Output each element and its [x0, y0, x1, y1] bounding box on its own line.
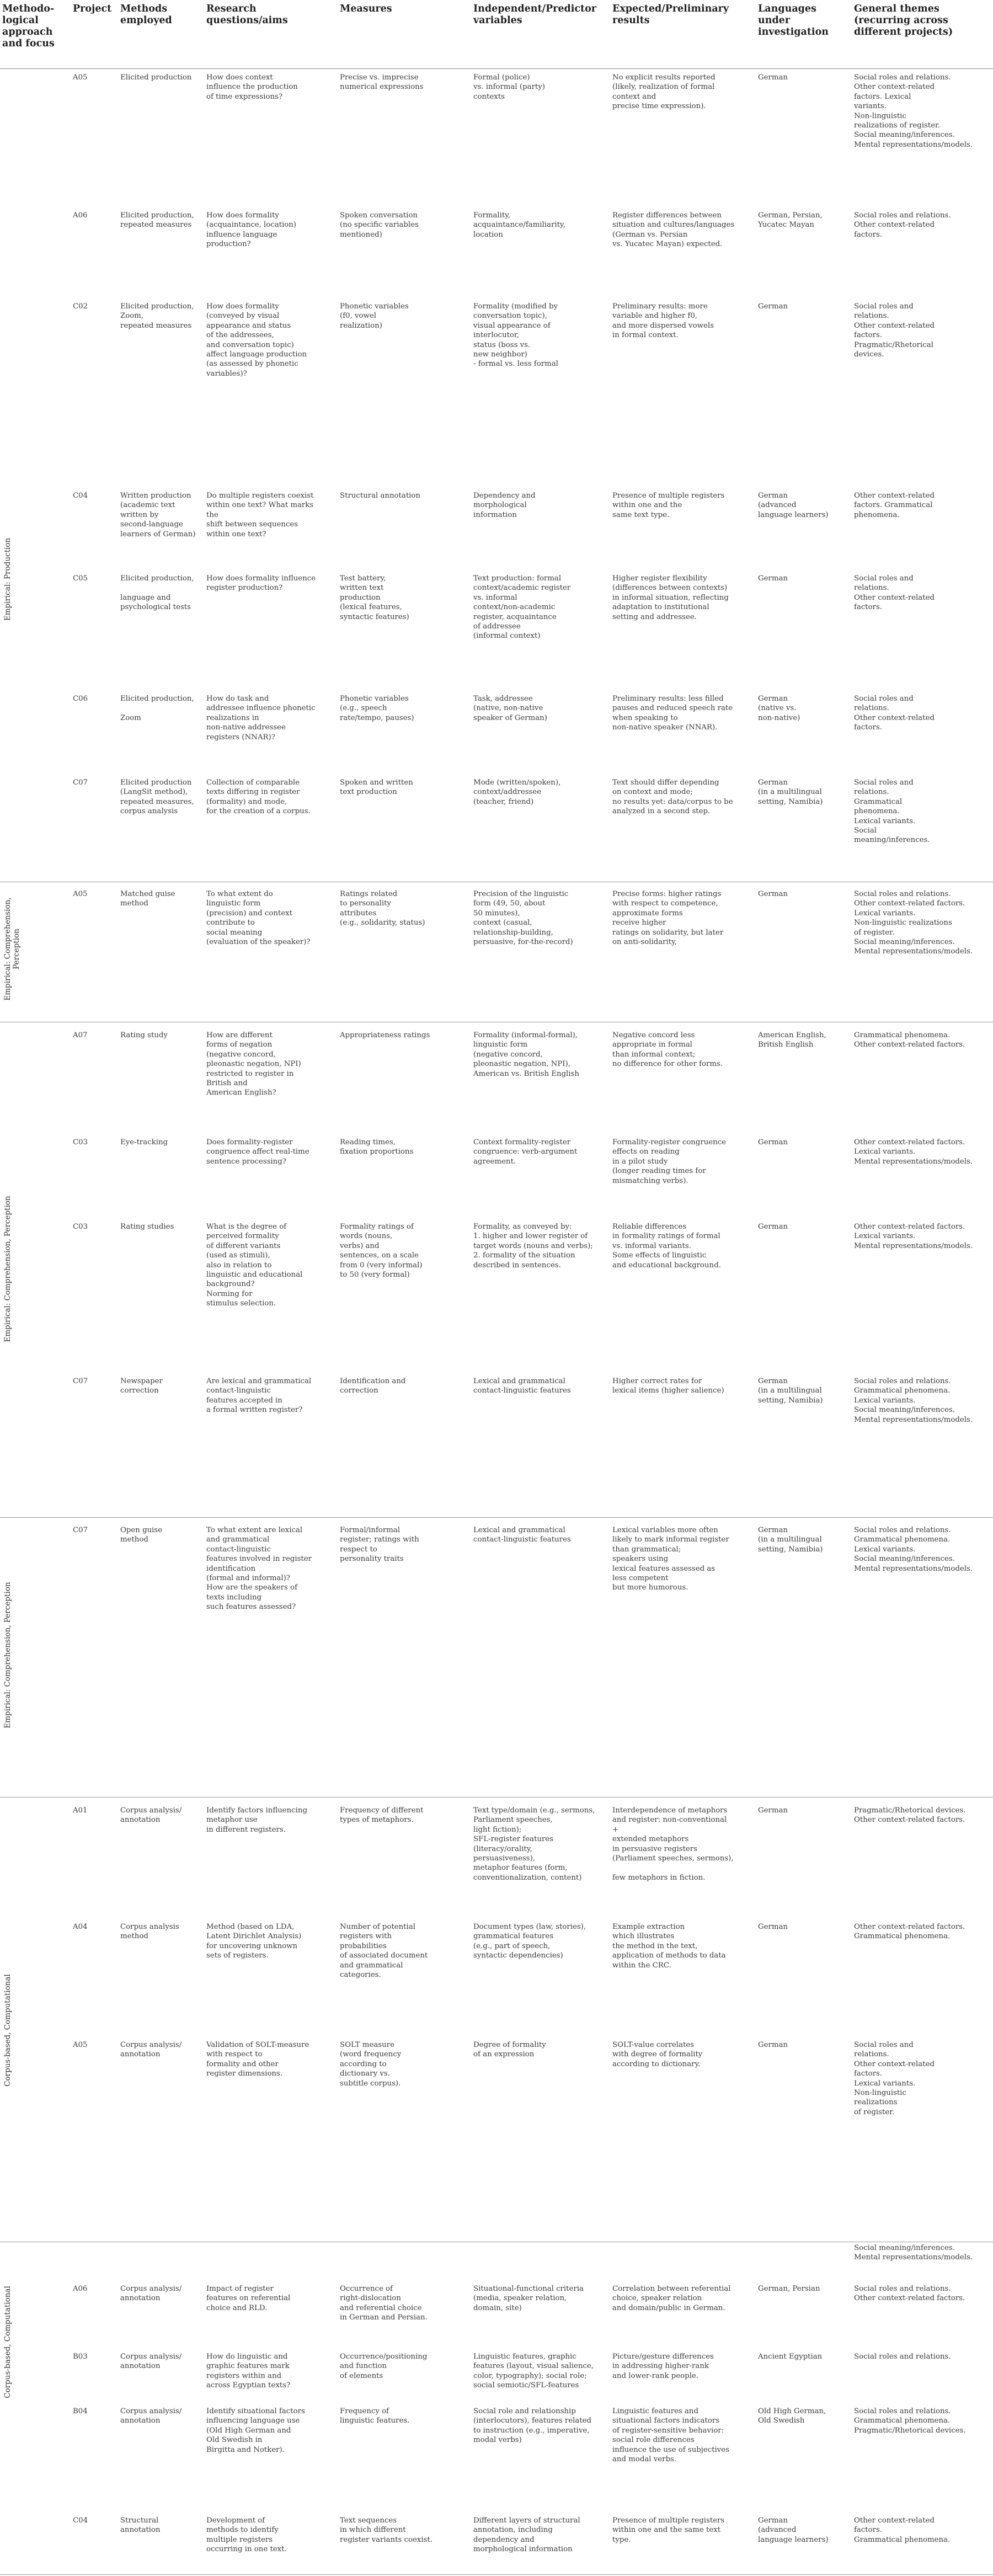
cell-methods: Corpus analysis/ annotation [120, 1806, 182, 1825]
group-label: Empirical: Comprehension, Perception [3, 1196, 12, 1342]
cell-themes: Social roles and relations. Grammatical phenomena. Lexical variants. Social meaning/inferences. Mental representations/models. [854, 1526, 973, 1573]
cell-methods: Rating studies [120, 1223, 174, 1231]
cell-methods: Corpus analysis/ annotation [120, 2285, 182, 2303]
cell-results: Linguistic features and situational factors indicators of register-sensitive behavior: social role differences influence the use of subjectives and modal verbs. [612, 2407, 730, 2464]
cell-languages: German [758, 574, 788, 583]
cell-themes: Social roles and relations. Other context-related factors. Lexical variants. Non-linguistic realizations of register. Social meaning/inferences. Mental representations/models. [854, 73, 973, 149]
cell-project: C04 [73, 492, 88, 500]
cell-variables: Formal (police) vs. informal (party) contexts [473, 73, 545, 101]
cell-questions: To what extent are lexical and grammatical contact-linguistic features involved in register identification (formal and informal)? How are the speakers of texts including such features assessed? [206, 1526, 312, 1612]
cell-questions: How does context influence the production of time expressions? [206, 73, 298, 101]
cell-themes: Social roles and relations. Other context-related factors. [854, 574, 935, 612]
cell-results: Precise forms: higher ratings with respect to competence, approximate forms receive higher ratings on solidarity, but later on anti-solidarity, [612, 890, 724, 947]
cell-variables: Document types (law, stories), grammatical features (e.g., part of speech, syntactic dependencies) [473, 1923, 586, 1960]
cell-measures: Appropriateness ratings [340, 1031, 430, 1039]
cell-measures: SOLT measure (word frequency according to dictionary vs. subtitle corpus). [340, 2041, 402, 2088]
cell-project: B03 [73, 2353, 88, 2361]
cell-measures: Occurrence/positioning and function of elements [340, 2353, 428, 2380]
cell-results: Register differences between situation and cultures/languages (German vs. Persian vs. Yucatec Mayan) expected. [612, 211, 735, 249]
cell-methods: Corpus analysis method [120, 1923, 179, 1941]
cell-themes: Social roles and relations. Other context-related factors. Lexical variants. Non-linguistic realizations of register. [854, 2041, 935, 2116]
cell-results: No explicit results reported (likely, realization of formal context and precise time expression). [612, 73, 716, 111]
cell-measures: Number of potential registers with probabilities of associated document and grammatical categories. [340, 1923, 428, 1980]
cell-project: C06 [73, 695, 88, 703]
cell-languages: Old High German, Old Swedish [758, 2407, 826, 2425]
cell-results: Example extraction which illustrates the method in the text, application of methods to data within the CRC. [612, 1923, 726, 1970]
cell-languages: German [758, 1223, 788, 1231]
cell-methods: Newspaper correction [120, 1377, 163, 1395]
cell-measures: Text sequences in which different register variants coexist. [340, 2516, 433, 2544]
group-label: Empirical: Comprehension, Perception [3, 897, 21, 1001]
cell-questions: How does formality (acquaintance, location) influence language production? [206, 211, 296, 249]
cell-methods: Elicited production, Zoom [120, 695, 194, 722]
cell-measures: Precise vs. imprecise numerical expressions [340, 73, 424, 92]
cell-project: A04 [73, 1923, 88, 1931]
cell-results: Interdependence of metaphors and register: non-conventional + extended metaphors in persuasive registers (Parliament speeches, sermons), few metaphors in fiction. [612, 1806, 734, 1882]
header-variables: Independent/Predictor variables [473, 3, 596, 26]
header-approach: Methodo- logical approach and focus [2, 3, 55, 49]
cell-results: Presence of multiple registers within one and the same text type. [612, 492, 725, 519]
cell-project: C04 [73, 2516, 88, 2525]
cell-themes: Grammatical phenomena. Other context-related factors. [854, 1031, 965, 1049]
cell-languages: German [758, 302, 788, 311]
header-project: Project [73, 3, 112, 14]
cell-results: Higher register flexibility (differences between contexts) in informal situation, reflecting adaptation to institutional setting and addressee. [612, 574, 729, 621]
cell-measures: Phonetic variables (f0, vowel realization) [340, 302, 409, 330]
cell-variables: Formality (informal-formal), linguistic form (negative concord, pleonastic negation, NPI), American vs. British English [473, 1031, 579, 1078]
cell-project: A05 [73, 2041, 88, 2049]
cell-methods: Corpus analysis/ annotation [120, 2041, 182, 2059]
cell-methods: Structural annotation [120, 2516, 161, 2535]
cell-questions: Identify situational factors influencing language use (Old High German and Old Swedish in Birgitta and Notker). [206, 2407, 305, 2454]
cell-variables: Precision of the linguistic form (49, 50, about 50 minutes), context (casual, relationship-building, persuasive, for-the-record) [473, 890, 573, 947]
cell-questions: How does formality influence register production? [206, 574, 316, 593]
cell-project: A05 [73, 890, 88, 898]
cell-variables: Text production: formal context/academic register vs. informal context/non-academic register, acquaintance of addressee (informal context) [473, 574, 571, 641]
cell-variables: Situational-functional criteria (media, speaker relation, domain, site) [473, 2285, 584, 2312]
cell-results: Lexical variables more often likely to mark informal register than grammatical; speakers using lexical features assessed as less competent but more humorous. [612, 1526, 729, 1592]
header-questions: Research questions/aims [206, 3, 288, 26]
cell-languages: German [758, 73, 788, 82]
group-label: Corpus-based, Computational [3, 2286, 12, 2398]
cell-variables: Linguistic features, graphic features (layout, visual salience, color, typography); social role; social semiotic/SFL-features [473, 2353, 594, 2390]
cell-themes: Other context-related factors. Grammatical phenomena. [854, 2516, 951, 2544]
table-header [0, 0, 993, 69]
cell-languages: German (advanced language learners) [758, 492, 829, 519]
cell-measures: Structural annotation [340, 492, 420, 500]
cell-results: Text should differ depending on context and mode; no results yet: data/corpus to be analyzed in a second step. [612, 778, 733, 816]
cell-results: Correlation between referential choice, speaker relation and domain/public in German. [612, 2285, 731, 2312]
cell-project: C02 [73, 302, 88, 311]
cell-project: C03 [73, 1223, 88, 1231]
cell-project: C07 [73, 1377, 88, 1385]
cell-variables: Different layers of structural annotation, including dependency and morphological information [473, 2516, 580, 2554]
cell-questions: Are lexical and grammatical contact-linguistic features accepted in a formal written register? [206, 1377, 312, 1415]
cell-results: Picture/gesture differences in addressing higher-rank and lower-rank people. [612, 2353, 714, 2380]
cell-questions: How do task and addressee influence phonetic realizations in non-native addressee registers (NNAR)? [206, 695, 316, 742]
row-group [0, 68, 993, 882]
header-languages: Languages under investigation [758, 3, 829, 38]
cell-questions: Validation of SOLT-measure with respect to formality and other register dimensions. [206, 2041, 309, 2078]
cell-languages: German, Persian, Yucatec Mayan [758, 211, 823, 230]
cell-methods: Written production (academic text written by second-language learners of German) [120, 492, 196, 538]
cell-measures: Identification and correction [340, 1377, 406, 1395]
cell-variables: Task, addressee (native, non-native speaker of German) [473, 695, 547, 722]
cell-questions: What is the degree of perceived formality of different variants (used as stimuli), also in relation to linguistic and educational background? Norming for stimulus selection. [206, 1223, 303, 1308]
cell-results: Reliable differences in formality ratings of formal vs. informal variants. Some effects of linguistic and educational background. [612, 1223, 721, 1270]
cell-results: Negative concord less appropriate in formal than informal context; no difference for other forms. [612, 1031, 723, 1069]
cell-measures: Formal/informal register; ratings with respect to personality traits [340, 1526, 419, 1564]
cell-questions: Development of methods to identify multiple registers occurring in one text. [206, 2516, 287, 2554]
cell-themes: Other context-related factors. Grammatical phenomena. [854, 492, 935, 519]
cell-languages: American English, British English [758, 1031, 826, 1049]
cell-themes: Social roles and relations. Grammatical phenomena. Pragmatic/Rhetorical devices. [854, 2407, 966, 2435]
cell-themes: Pragmatic/Rhetorical devices. Other context-related factors. [854, 1806, 966, 1825]
cell-methods: Elicited production (LangSit method), repeated measures, corpus analysis [120, 778, 194, 816]
cell-project: A06 [73, 2285, 88, 2293]
cell-languages: German [758, 1923, 788, 1931]
cell-variables: Lexical and grammatical contact-linguistic features [473, 1377, 571, 1395]
cell-methods: Elicited production [120, 73, 192, 82]
group-label: Empirical: Production [3, 537, 12, 621]
cell-project: A01 [73, 1806, 88, 1815]
cell-methods: Elicited production, repeated measures [120, 211, 194, 230]
cell-languages: German (native vs. non-native) [758, 695, 800, 722]
cell-project: A07 [73, 1031, 88, 1039]
cell-themes: Social roles and relations. Other context-related factors. Lexical variants. Non-linguistic realizations of register. Social meaning/inferences. Mental representations/models. [854, 890, 973, 956]
cell-results: SOLT-value correlates with degree of formality according to dictionary. [612, 2041, 703, 2068]
cell-languages: German (in a multilingual setting, Namibia) [758, 778, 823, 806]
cell-variables: Dependency and morphological information [473, 492, 536, 519]
cell-variables: Social role and relationship (interlocutors), features related to instruction (e.g., imperative, modal verbs) [473, 2407, 592, 2445]
cell-results: Higher correct rates for lexical items (higher salience) [612, 1377, 724, 1395]
themes-continuation: Social meaning/inferences. Mental representations/models. [854, 2244, 973, 2262]
cell-results: Preliminary results: more variable and higher f0, and more dispersed vowels in formal context. [612, 302, 714, 340]
cell-methods: Corpus analysis/ annotation [120, 2407, 182, 2425]
cell-questions: Identify factors influencing metaphor use in different registers. [206, 1806, 307, 1834]
cell-project: C05 [73, 574, 88, 583]
cell-questions: How do linguistic and graphic features mark registers within and across Egyptian texts? [206, 2353, 291, 2390]
cell-methods: Matched guise method [120, 890, 175, 908]
group-label: Corpus-based, Computational [3, 1974, 12, 2087]
cell-themes: Social roles and relations. Other context-related factors. [854, 211, 951, 239]
cell-measures: Frequency of different types of metaphors. [340, 1806, 424, 1825]
header-methods: Methods employed [120, 3, 172, 26]
cell-themes: Social roles and relations. Grammatical phenomena. Lexical variants. Social meaning/inferences. Mental representations/models. [854, 1377, 973, 1424]
cell-methods: Elicited production, language and psychological tests [120, 574, 194, 612]
cell-variables: Formality, as conveyed by: 1. higher and lower register of target words (nouns and verbs); 2. formality of the situation described in sentences. [473, 1223, 593, 1270]
cell-questions: To what extent do linguistic form (precision) and context contribute to social meaning (evaluation of the speaker)? [206, 890, 311, 947]
cell-measures: Spoken conversation (no specific variables mentioned) [340, 211, 419, 239]
header-results: Expected/Preliminary results [612, 3, 729, 26]
cell-variables: Text type/domain (e.g., sermons, Parliament speeches, light fiction); SFL-register features (literacy/orality, persuasiveness), metaphor features (form, conventionalization, content) [473, 1806, 595, 1882]
cell-questions: How does formality (conveyed by visual appearance and status of the addressees, and conversation topic) affect language production (as assessed by phonetic variables)? [206, 302, 307, 378]
cell-languages: German [758, 2041, 788, 2049]
cell-themes: Social roles and relations. Grammatical phenomena. Lexical variants. Social meaning/inferences. [854, 778, 930, 845]
cell-languages: German [758, 890, 788, 898]
cell-languages: German (in a multilingual setting, Namibia) [758, 1526, 823, 1554]
cell-languages: German [758, 1138, 788, 1146]
cell-results: Preliminary results: less filled pauses and reduced speech rate when speaking to non-native speaker (NNAR). [612, 695, 733, 732]
cell-variables: Formality, acquaintance/familiarity, location [473, 211, 565, 239]
cell-methods: Rating study [120, 1031, 168, 1039]
cell-variables: Lexical and grammatical contact-linguistic features [473, 1526, 571, 1544]
cell-measures: Reading times, fixation proportions [340, 1138, 414, 1156]
cell-project: C03 [73, 1138, 88, 1146]
cell-project: C07 [73, 778, 88, 787]
cell-methods: Elicited production, Zoom, repeated measures [120, 302, 194, 330]
header-measures: Measures [340, 3, 392, 14]
cell-languages: German, Persian [758, 2285, 820, 2293]
cell-measures: Phonetic variables (e.g., speech rate/tempo, pauses) [340, 695, 414, 722]
header-themes: General themes (recurring across different projects) [854, 3, 953, 38]
cell-languages: German (in a multilingual setting, Namibia) [758, 1377, 823, 1405]
cell-measures: Frequency of linguistic features. [340, 2407, 410, 2425]
cell-themes: Social roles and relations. [854, 2353, 951, 2361]
cell-themes: Social roles and relations. Other context-related factors. Pragmatic/Rhetorical devices. [854, 302, 935, 359]
cell-measures: Occurrence of right-dislocation and referential choice in German and Persian. [340, 2285, 428, 2322]
cell-methods: Corpus analysis/ annotation [120, 2353, 182, 2371]
cell-variables: Context formality-register congruence: verb-argument agreement. [473, 1138, 578, 1166]
cell-questions: Method (based on LDA, Latent Dirichlet Analysis) for uncovering unknown sets of registers. [206, 1923, 302, 1960]
cell-project: A06 [73, 211, 88, 220]
cell-questions: Do multiple registers coexist within one text? What marks the shift between sequences within one text? [206, 492, 314, 538]
cell-languages: Ancient Egyptian [758, 2353, 823, 2361]
cell-project: A05 [73, 73, 88, 82]
cell-variables: Mode (written/spoken), context/addressee (teacher, friend) [473, 778, 561, 806]
cell-results: Formality-register congruence effects on reading in a pilot study (longer reading times for mismatching verbs). [612, 1138, 727, 1185]
row-group [0, 1517, 993, 1798]
cell-languages: German (advanced language learners) [758, 2516, 829, 2544]
cell-measures: Formality ratings of words (nouns, verbs) and sentences, on a scale from 0 (very informal) to 50 (very formal) [340, 1223, 423, 1279]
cell-themes: Other context-related factors. Lexical variants. Mental representations/models. [854, 1223, 973, 1250]
cell-variables: Degree of formality of an expression [473, 2041, 546, 2059]
cell-measures: Ratings related to personality attributes (e.g., solidarity, status) [340, 890, 425, 927]
cell-questions: How are different forms of negation (negative concord, pleonastic negation, NPI) restricted to register in British and American English? [206, 1031, 301, 1097]
cell-themes: Social roles and relations. Other context-related factors. [854, 2285, 965, 2303]
cell-questions: Collection of comparable texts differing in register (formality) and mode, for the creation of a corpus. [206, 778, 311, 816]
cell-variables: Formality (modified by conversation topic), visual appearance of interlocutor, status (boss vs. new neighbor) - formal vs. less formal [473, 302, 558, 369]
cell-methods: Open guise method [120, 1526, 163, 1544]
group-label: Empirical: Comprehension, Perception [3, 1582, 12, 1729]
cell-themes: Social roles and relations. Other context-related factors. [854, 695, 935, 732]
cell-results: Presence of multiple registers within one and the same text type. [612, 2516, 725, 2544]
cell-project: C07 [73, 1526, 88, 1534]
cell-measures: Spoken and written text production [340, 778, 413, 797]
cell-themes: Other context-related factors. Lexical variants. Mental representations/models. [854, 1138, 973, 1166]
cell-themes: Other context-related factors. Grammatical phenomena. [854, 1923, 965, 1941]
cell-measures: Test battery, written text production (lexical features, syntactic features) [340, 574, 409, 621]
cell-questions: Impact of register features on referential choice and RLD. [206, 2285, 291, 2312]
cell-methods: Eye-tracking [120, 1138, 168, 1146]
cell-languages: German [758, 1806, 788, 1815]
cell-questions: Does formality-register congruence affect real-time sentence processing? [206, 1138, 309, 1166]
cell-project: B04 [73, 2407, 88, 2415]
